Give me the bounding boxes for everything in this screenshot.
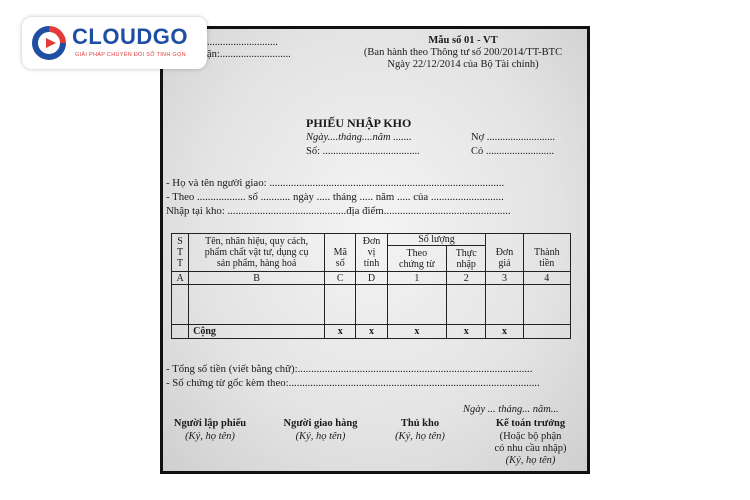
table-row — [172, 285, 571, 325]
signer-preparer-note: (Ký, họ tên) — [185, 431, 235, 442]
signer-deliverer-note: (Ký, họ tên) — [295, 431, 346, 442]
chief-note-2: có nhu cầu nhập) — [494, 443, 567, 454]
items-table — [171, 233, 571, 339]
logo-name: CLOUDGO — [72, 24, 188, 49]
receipt-document — [160, 26, 590, 474]
header-stt: S T T — [172, 234, 189, 272]
attached-documents: - Số chứng từ gốc kèm theo:............................................................................................. — [166, 377, 540, 389]
form-number: Mẫu số 01 - VT — [428, 35, 498, 46]
deliverer-field: - Họ và tên người giao: ....................................................................................... — [166, 177, 505, 189]
signer-storekeeper-note: (Ký, họ tên) — [395, 431, 445, 442]
column-code-row: A B C D 1 2 3 4 — [172, 272, 571, 285]
issued-by: (Ban hành theo Thông tư số 200/2014/TT-BTC — [363, 47, 563, 58]
cloudgo-logo-icon — [32, 26, 66, 60]
document-title: PHIẾU NHẬP KHO — [306, 116, 412, 130]
logo-tagline: GIẢI PHÁP CHUYỂN ĐỔI SỐ TINH GỌN — [75, 52, 186, 58]
header-quantity: Số lượng — [387, 234, 486, 246]
warehouse-field: Nhập tại kho: ............................................địa điểm............................................... — [166, 205, 511, 217]
cloudgo-logo — [22, 17, 207, 69]
header-item-name: Tên, nhãn hiệu, quy cách, phẩm chất vật tư, dụng cụ sản phẩm, hàng hoá — [189, 234, 325, 272]
reference-field: - Theo .................. số ........... ngày ..... tháng ..... năm ..... của ........................... — [166, 191, 504, 203]
issued-date: Ngày 22/12/2014 của Bộ Tài chính) — [387, 59, 539, 70]
signer-preparer: Người lập phiếu — [173, 418, 247, 429]
debit-line: Nợ .......................... — [471, 132, 556, 143]
header-total: Thành tiền — [523, 234, 570, 272]
signer-deliverer: Người giao hàng — [283, 418, 358, 429]
dept-dots: ận:........................... — [207, 49, 291, 60]
signer-storekeeper: Thủ kho — [400, 418, 440, 429]
sign-date: Ngày ... tháng... năm... — [463, 404, 559, 415]
chief-note-1: (Hoặc bộ phận — [499, 431, 562, 442]
header-unit: Đơn vị tính — [356, 234, 387, 272]
signer-chief-accountant: Kế toán trưởng — [495, 418, 566, 429]
header-unit-price: Đơn giá — [486, 234, 523, 272]
header-code: Mã số — [325, 234, 356, 272]
header-qty-actual: Thực nhập — [447, 246, 486, 272]
unit-dots: ........................... — [207, 37, 278, 48]
total-row: Cộng x x x x x — [172, 325, 571, 339]
date-line: Ngày....tháng....năm ....... — [306, 132, 412, 143]
amount-in-words: - Tổng số tiền (viết bằng chữ):....................................................................................... — [166, 363, 533, 375]
header-qty-document: Theo chứng từ — [387, 246, 446, 272]
number-line: Số: ..................................... — [306, 146, 420, 157]
chief-note-3: (Ký, họ tên) — [505, 455, 556, 466]
credit-line: Có .......................... — [471, 146, 555, 157]
